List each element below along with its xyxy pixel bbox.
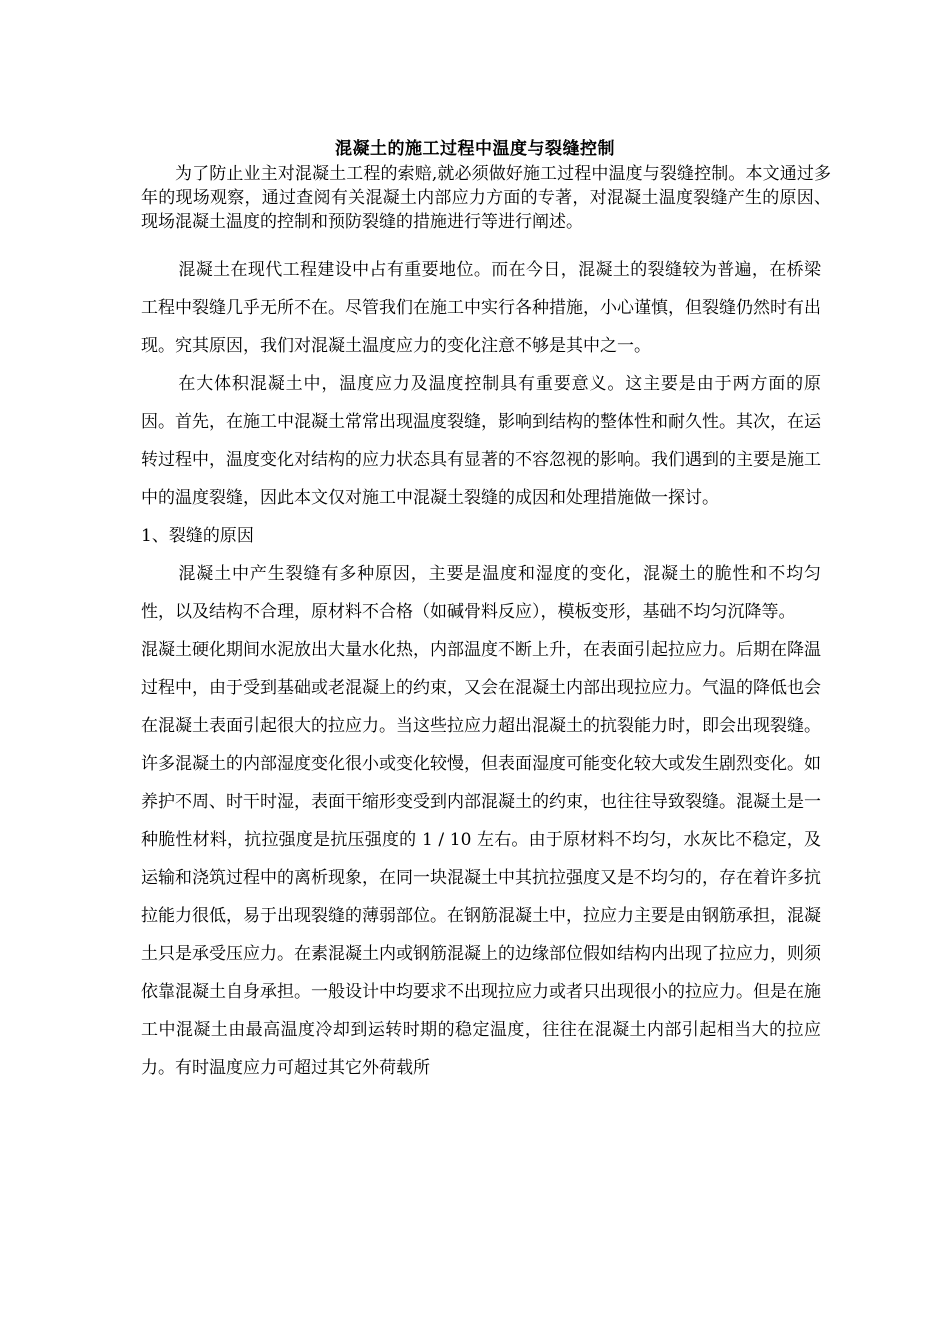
paragraph-causes-detail: 混凝土硬化期间水泥放出大量水化热，内部温度不断上升，在表面引起拉应力。后期在降温过程中，由于受到基础或老混凝上的约束，又会在混凝土内部出现拉应力。气温的降低也会在混凝土表面引起很大的拉应力。当这些拉应力超出混凝土的抗裂能力时，即会出现裂缝。许多混凝土的内部湿度变化很小或变化较慢，但表面湿度可能变化较大或发生剧烈变化。如养护不周、时干时湿，表面干缩形变受到内部混凝土的约束，也往往导致裂缝。混凝土是一种脆性材料，抗拉强度是抗压强度的 1 / 10 左右。由于原材料不均匀，水灰比不稳定，及运输和浇筑过程中的离析现象，在同一块混凝土中其抗拉强度又是不均匀的，存在着许多抗拉能力很低，易于出现裂缝的薄弱部位。在钢筋混凝土中，拉应力主要是由钢筋承担，混凝土只是承受压应力。在素混凝土内或钢筋混凝上的边缘部位假如结构内出现了拉应力，则须依靠混凝土自身承担。一般设计中均要求不出现拉应力或者只出现很小的拉应力。但是在施工中混凝土由最高温度冷却到运转时期的稳定温度，往往在混凝土内部引起相当大的拉应力。有时温度应力可超过其它外荷载所: [141, 640, 821, 1078]
document-title: 混凝土的施工过程中温度与裂缝控制: [335, 139, 615, 159]
abstract-section: [141, 162, 831, 234]
paragraph-importance: 混凝土在现代工程建设中占有重要地位。而在今日，混凝土的裂缝较为普遍，在桥梁工程中裂缝几乎无所不在。尽管我们在施工中实行各种措施，小心谨慎，但裂缝仍然时有出现。究其原因，我们对混凝土温度应力的变化注意不够是其中之一。: [141, 260, 821, 356]
body-section: [141, 251, 821, 1087]
paragraph-mass-concrete: 在大体积混凝土中，温度应力及温度控制具有重要意义。这主要是由于两方面的原因。首先，在施工中混凝土常常出现温度裂缝，影响到结构的整体性和耐久性。其次，在运转过程中，温度变化对结构的应力状态具有显著的不容忽视的影响。我们遇到的主要是施工中的温度裂缝，因此本文仅对施工中混凝土裂缝的成因和处理措施做一探讨。: [141, 374, 821, 508]
abstract-paragraph: 为了防止业主对混凝土工程的索赔,就必须做好施工过程中温度与裂缝控制。本文通过多年的现场观察，通过查阅有关混凝土内部应力方面的专著，对混凝土温度裂缝产生的原因、现场混凝土温度的控制和预防裂缝的措施进行等进行阐述。: [141, 164, 831, 232]
paragraph-causes-summary: 混凝土中产生裂缝有多种原因，主要是温度和湿度的变化，混凝土的脆性和不均匀性，以及结构不合理，原材料不合格（如碱骨料反应），模板变形，基础不均匀沉降等。: [141, 564, 821, 622]
section-heading-causes: 1、裂缝的原因: [141, 526, 254, 546]
